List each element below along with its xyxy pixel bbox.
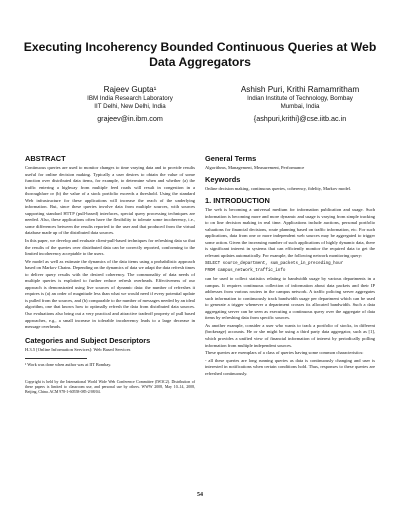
- left-column: [25, 154, 195, 395]
- author-location: IIT Delhi, New Delhi, India: [94, 103, 166, 110]
- author-location: Mumbai, India: [280, 103, 320, 110]
- general-terms-text: Algorithms, Management, Measurement, Performance: [205, 165, 305, 170]
- query-line: SELECT source_department, sum_packets_in_preceding_hour: [205, 262, 344, 267]
- author-block-2: [215, 85, 385, 124]
- abstract-paragraph: We model as well as estimate the dynamics of the data items using a probabilistic approach based on Markov Chains. Depending on the dynamics of data we adapt the data refresh times to deliver query results with the desired coherency. The commonality of data needs of multiple queries is exploited to further reduce refresh overheads. Effectiveness of our approach is demonstrated using live sources of dynamic data: the number of refreshes it requires is (a) an order of magnitude less than what we would need if every potential update is pulled from the sources, and (b) comparable to the number of messages needed by an ideal algorithm, one that knows how to optimally refresh the data from distributed data sources. Our evaluations also bring out a very practical and attractive tradeoff property of pull based approaches, e.g., a small increase in tolerable incoherency leads to a large decrease in message overheads.: [25, 258, 195, 330]
- author-block-1: [45, 85, 215, 124]
- categories-heading: Categories and Subject Descriptors: [25, 335, 151, 345]
- intro-paragraph: As another example, consider a user who wants to track a portfolio of stocks, in different (brokerage) accounts. He or she might be using a third party data aggregator, such as [1], which provides a unified view of financial information of interest by periodically polling information from multiple independent sources.: [205, 322, 375, 348]
- intro-paragraph: can be used to collect statistics relating to bandwidth usage by various departments in a campus. It requires continuous collection of information about data packets and their IP addresses from various routers in the campus network. A traffic policing server aggregates such information to continuously track bandwidth usage per department which can be used to generate a trigger whenever a department crosses its allocated bandwidth. Such a data aggregating server can be seen as executing a continuous query over the aggregate of data items by refreshing data from specific sources.: [205, 276, 375, 321]
- keywords-heading: Keywords: [205, 174, 241, 184]
- footnote: ¹ Work was done when author was at IIT Bombay.: [25, 362, 112, 368]
- example-query: [205, 261, 375, 274]
- author-name: Ashish Puri, Krithi Ramamritham: [240, 85, 360, 94]
- author-email: {ashpuri,krithi}@cse.iitb.ac.in: [253, 114, 347, 123]
- author-affiliation: IBM India Research Laboratory: [87, 95, 173, 102]
- abstract-heading: ABSTRACT: [25, 154, 66, 163]
- intro-paragraph: - all these queries are long running queries as data is continuously changing and user is interested in notifications when certain conditions hold. Thus, responses to these queries are refreshed continuously.: [205, 357, 375, 376]
- footnote-divider: [25, 358, 87, 359]
- copyright-notice: Copyright is held by the International World Wide Web Conference Committee (IW3C2). Distribution of these papers is limited to classroom use, and personal use by others. WWW 2008, May 10–14, 2008, Beijing, China. ACM 978-1-60558-085-2/08/04.: [25, 380, 195, 395]
- categories-text: H.3.5 [Online Information Services]: Web Based Services: [25, 346, 131, 352]
- intro-paragraph: These queries are exemplars of a class of queries having some common characteristics:: [205, 350, 364, 356]
- introduction-heading: 1. INTRODUCTION: [205, 196, 270, 206]
- author-email: grajeev@in.ibm.com: [97, 114, 163, 123]
- right-column: [205, 154, 375, 377]
- keywords-text: Online decision making, continuous queries, coherency, fidelity, Markov model.: [205, 185, 352, 191]
- author-name: Rajeev Gupta¹: [103, 85, 157, 94]
- paper-title: Executing Incoherency Bounded Continuous Queries at Web Data Aggregators: [23, 40, 377, 69]
- query-line: FROM campus_network_traffic_info: [205, 268, 286, 273]
- author-affiliation: Indian Institute of Technology, Bombay: [247, 95, 353, 102]
- intro-paragraph: The web is becoming a universal medium for information publication and usage. Such information is becoming more and more dynamic and usage is varying from simple tracking to on line decision making in real time. Applications include auctions, personal portfolio valuations for financial decisions, route planning based on traffic information, etc. For such applications, data from one or more independent web sources may be aggregated to trigger some action. Given the increasing number of such applications of highly dynamic data, there is significant interest in systems that can efficiently monitor the required data to get the relevant updates automatically. For example, the following network monitoring query:: [205, 207, 375, 258]
- abstract-paragraph: Continuous queries are used to monitor changes to time varying data and to provide results useful for online decision making. Typically a user desires to obtain the value of some function over distributed data items, for example, to determine when and whether (a) the traffic entering a highway from multiple feed roads will result in congestion in a thoroughfare or (b) the value of a stock portfolio exceeds a threshold. Using the standard Web infrastructure for these applications will increase the reach of the underlying information. But, since these queries involve data from multiple sources, with sources supporting standard HTTP (pull-based) interfaces, special query processing techniques are needed. Also, these applications often have the flexibility to tolerate some incoherency, i.e., some differences between the results reported to the user and that produced from the virtual database made up of the distributed data sources.: [25, 165, 195, 236]
- page-number: 54: [197, 492, 203, 498]
- general-terms-heading: General Terms: [205, 154, 257, 163]
- abstract-paragraph: In this paper, we develop and evaluate client-pull-based techniques for refreshing data so that the results of the queries over distributed data can be correctly reported, conforming to the limited incoherency acceptable to the users.: [25, 238, 195, 257]
